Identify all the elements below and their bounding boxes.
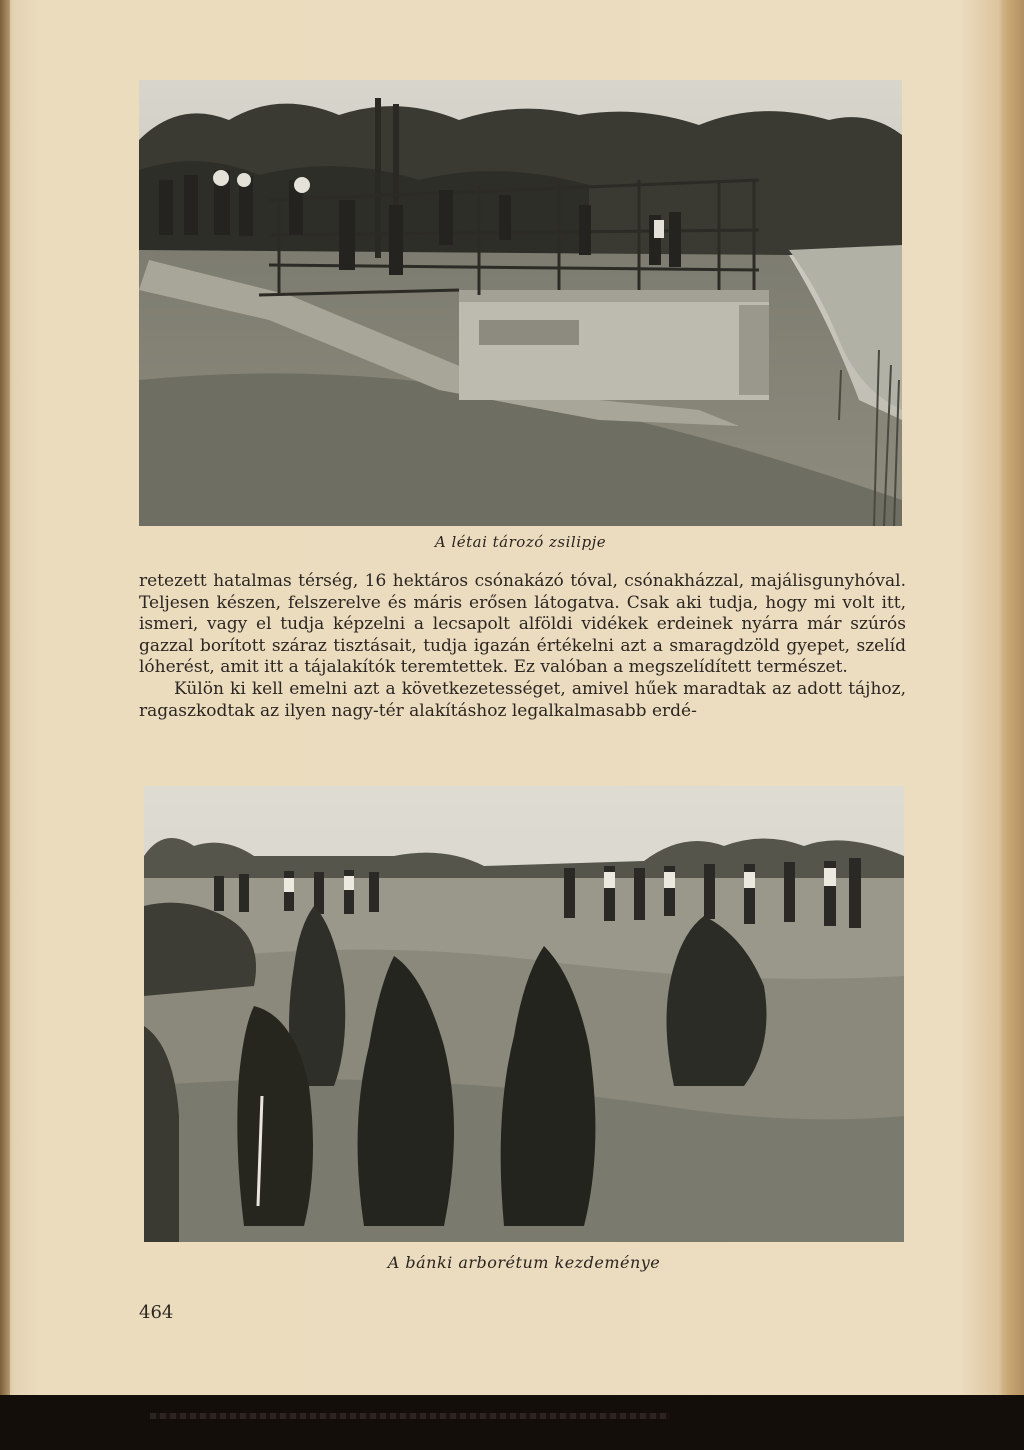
photo-reservoir-sluice <box>139 80 902 526</box>
book-spine <box>0 0 10 1395</box>
page-edge <box>998 0 1024 1395</box>
body-text <box>139 571 906 722</box>
photo-arboretum-image <box>144 786 904 1242</box>
page-number: 464 <box>139 1302 174 1323</box>
photo-reservoir-sluice-image <box>139 80 902 526</box>
photo-arboretum <box>144 786 904 1242</box>
scan-background <box>0 1395 1024 1450</box>
caption-reservoir-sluice: A létai tározó zsilipje <box>434 533 607 551</box>
paragraph-2: Külön ki kell emelni azt a következetességet, amivel hűek maradtak az adott tájhoz, ragaszkodtak az ilyen nagy-tér alakításhoz legalkalmasabb erdé- <box>139 678 906 721</box>
paragraph-1: retezett hatalmas térség, 16 hektáros csónakázó tóval, csónakházzal, majálisgunyhóval. Teljesen készen, felszerelve és máris erősen látogatva. Csak aki tudja, hogy mi volt itt, ismeri, vagy el tudja képzelni a lecsapolt alföldi vidékek erdeinek nyárra már szúrós gazzal borított száraz tisztásait, tudja igazán értékelni azt a smaragdzöld gyepet, szelíd lóherést, amit itt a tájalakítók teremtettek. Ez valóban a megszelídített természet. <box>139 571 906 678</box>
scan-artifact <box>150 1413 670 1419</box>
caption-arboretum: A bánki arborétum kezdeménye <box>387 1253 661 1272</box>
